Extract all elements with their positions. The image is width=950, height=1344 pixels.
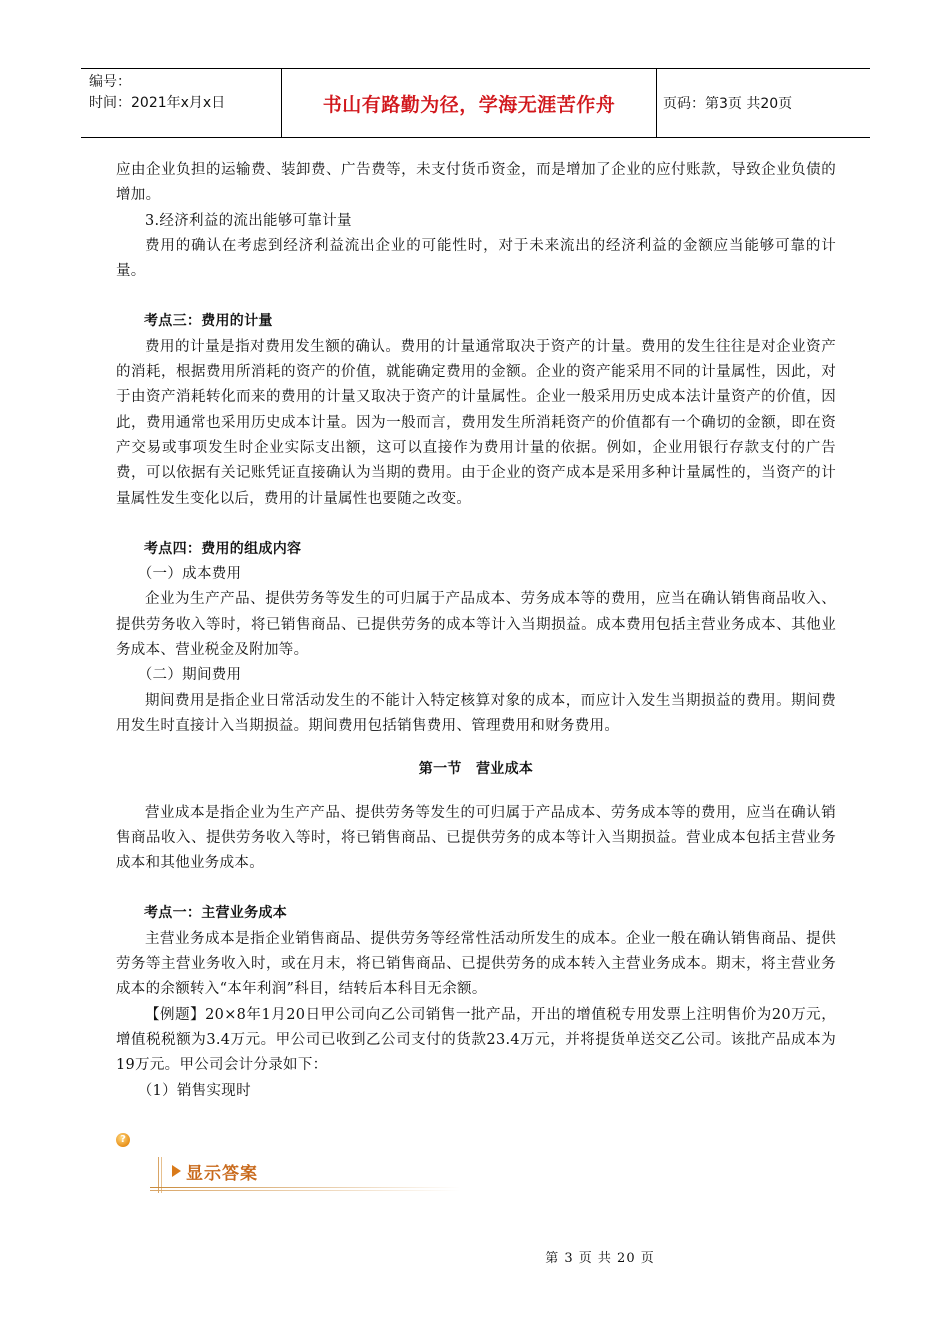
paragraph: 主营业务成本是指企业销售商品、提供劳务等经常性活动所发生的成本。企业一般在确认销售商品、提供劳务等主营业务收入时，或在月末，将已销售商品、已提供劳务的成本转入主营业务成本。期末，将主营业务成本的余额转入“本年利润”科目，结转后本科目无余额。 (116, 930, 836, 998)
page-footer (0, 1247, 950, 1266)
number-label: 编号： (89, 74, 131, 90)
decorative-line (150, 1190, 460, 1191)
show-answer-button[interactable] (150, 1155, 460, 1191)
section-heading: 考点一：主营业务成本 (144, 905, 287, 922)
spacer (116, 512, 836, 537)
time-label: 时间：2021年x月x日 (89, 95, 226, 111)
paragraph: 【例题】20×8年1月20日甲公司向乙公司销售一批产品，开出的增值税专用发票上注明售价为20万元，增值税税额为3.4万元。甲公司已收到乙公司支付的货款23.4万元，并将提货单送交乙公司。该批产品成本为19万元。甲公司会计分录如下： (116, 1006, 836, 1074)
paragraph: 费用的确认在考虑到经济利益流出企业的可能性时，对于未来流出的经济利益的金额应当能够可靠的计量。 (116, 237, 836, 280)
header-page-info: 页码：第3页 共20页 (663, 96, 793, 112)
paragraph: （二）期间费用 (137, 667, 242, 684)
help-icon[interactable]: ? (116, 1133, 130, 1147)
document-body (116, 158, 836, 1104)
arrow-right-icon (172, 1165, 181, 1177)
header-meta (81, 69, 282, 137)
spacer (116, 739, 836, 757)
header-motto: 书山有路勤为径，学海无涯苦作舟 (282, 69, 657, 137)
paragraph: 费用的计量是指对费用发生额的确认。费用的计量通常取决于资产的计量。费用的发生往往是对企业资产的消耗，根据费用所消耗的资产的价值，就能确定费用的金额。企业的资产能采用不同的计量属性，因此，对于由资产消耗转化而来的费用的计量又取决于资产的计量属性。企业一般采用历史成本法计量资产的价值，因此，费用通常也采用历史成本计量。因为一般而言，费用发生所消耗资产的价值都有一个确切的金额，即在资产交易或事项发生时企业实际支出额，这可以直接作为费用计量的依据。例如，企业用银行存款支付的广告费，可以依据有关记账凭证直接确认为当期的费用。由于企业的资产成本是采用多种计量属性的，当资产的计量属性发生变化以后，费用的计量属性也要随之改变。 (116, 338, 836, 507)
paragraph: 3.经济利益的流出能够可靠计量 (145, 212, 352, 229)
section-heading: 考点三：费用的计量 (144, 313, 273, 330)
spacer (116, 876, 836, 901)
paragraph: 应由企业负担的运输费、装卸费、广告费等，未支付货币资金，而是增加了企业的应付账款，导致企业负债的增加。 (116, 162, 836, 204)
paragraph: 企业为生产产品、提供劳务等发生的可归属于产品成本、劳务成本等的费用，应当在确认销售商品收入、提供劳务收入等时，将已销售商品、已提供劳务的成本等计入当期损益。成本费用包括主营业务成本、其他业务成本、营业税金及附加等。 (116, 591, 836, 659)
paragraph: 营业成本是指企业为生产产品、提供劳务等发生的可归属于产品成本、劳务成本等的费用，应当在确认销售商品收入、提供劳务收入等时，将已销售商品、已提供劳务的成本等计入当期损益。营业成本包括主营业务成本和其他业务成本。 (116, 804, 836, 872)
show-answer-label: 显示答案 (186, 1164, 258, 1184)
spacer (116, 783, 836, 801)
spacer (116, 284, 836, 309)
paragraph: （一）成本费用 (137, 566, 242, 583)
paragraph: （1）销售实现时 (137, 1082, 251, 1099)
chapter-section-title: 第一节 营业成本 (418, 761, 534, 778)
footer-page-number: 第 3 页 共 20 页 (545, 1251, 655, 1266)
decorative-line (150, 1187, 460, 1188)
page-header (81, 68, 870, 138)
section-heading: 考点四：费用的组成内容 (144, 540, 302, 557)
paragraph: 期间费用是指企业日常活动发生的不能计入特定核算对象的成本，而应计入发生当期损益的费用。期间费用发生时直接计入当期损益。期间费用包括销售费用、管理费用和财务费用。 (116, 692, 836, 734)
